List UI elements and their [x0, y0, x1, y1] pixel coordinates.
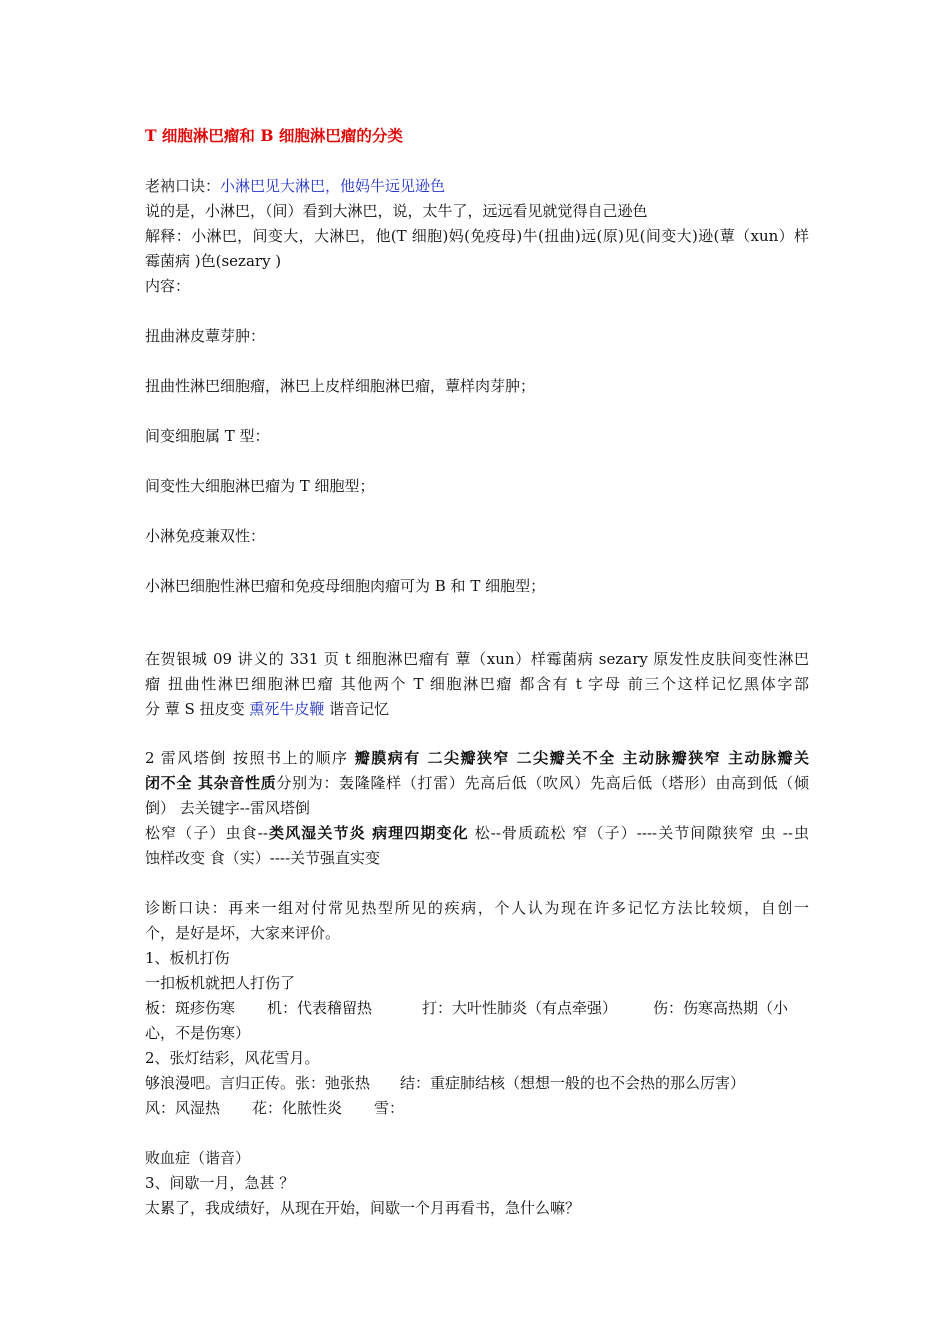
thunder-line-2 — [145, 773, 809, 793]
section-3-heading: 小淋免疫兼双性： — [145, 527, 266, 545]
page-title: T 细胞淋巴瘤和 B 细胞淋巴瘤的分类 — [145, 126, 403, 145]
explanation-line-2: 霉菌病 )色(sezary ) — [145, 252, 282, 270]
content-label: 内容： — [145, 277, 191, 295]
meaning-line: 说的是，小淋巴，（间）看到大淋巴，说，太牛了，远远看见就觉得自己逊色 — [145, 202, 648, 220]
item-3-subtitle: 太累了，我成绩好，从现在开始，间歇一个月再看书，急什么嘛？ — [145, 1199, 581, 1217]
item-2-details-1 — [145, 1073, 745, 1093]
item-2-title: 2、张灯结彩，风花雪月。 — [145, 1049, 320, 1067]
item-1-a: 板：斑疹伤寒 — [145, 999, 236, 1017]
item-1-title: 1、板机打伤 — [145, 949, 230, 967]
section-1-body: 扭曲性淋巴细胞瘤，淋巴上皮样细胞淋巴瘤，蕈样肉芽肿； — [145, 377, 536, 395]
he-note-prefix: 分 蕈 S 扭皮变 — [145, 700, 250, 718]
item-1-d: 伤：伤寒高热期（小 — [653, 999, 789, 1017]
section-1-heading: 扭曲淋皮蕈芽肿： — [145, 327, 266, 345]
diagnosis-line-2: 个，是好是坏，大家来评价。 — [145, 924, 341, 942]
diagnosis-line-1: 诊断口诀：再来一组对付常见热型所见的疾病，个人认为现在许多记忆方法比较烦，自创一 — [145, 899, 809, 917]
joint-bold: 类风湿关节炎 病理四期变化 — [267, 824, 469, 842]
item-1-details — [145, 998, 788, 1018]
item-1-e: 心，不是伤寒） — [145, 1024, 251, 1042]
item-2-f: 败血症（谐音） — [145, 1149, 251, 1167]
he-note-suffix: 谐音记忆 — [324, 700, 390, 718]
thunder-line-3: 倒） 去关键字--雷风塔倒 — [145, 799, 310, 817]
item-2-b: 结：重症肺结核（想想一般的也不会热的那么厉害） — [400, 1074, 746, 1092]
item-2-a: 够浪漫吧。言归正传。张：弛张热 — [145, 1074, 371, 1092]
joint-line-2: 蚀样改变 食（实）----关节强直实变 — [145, 849, 381, 867]
item-1-b: 机：代表稽留热 — [267, 999, 373, 1017]
section-2-body: 间变性大细胞淋巴瘤为 T 细胞型； — [145, 477, 375, 495]
item-2-c: 风：风湿热 — [145, 1099, 221, 1117]
thunder-line-1 — [145, 748, 809, 768]
mnemonic-text: 小淋巴见大淋巴，他妈牛远见逊色 — [220, 177, 446, 195]
item-2-details-2 — [145, 1098, 404, 1118]
thunder-bold-2: 闭不全 其杂音性质 — [145, 774, 277, 792]
he-note-line-1: 在贺银城 09 讲义的 331 页 t 细胞淋巴瘤有 蕈（xun）样霉菌病 sezary 原发性皮肤间变性淋巴 — [145, 650, 809, 668]
thunder-bold-1: 瓣膜病有 二尖瓣狭窄 二尖瓣关不全 主动脉瓣狭窄 主动脉瓣关 — [354, 749, 809, 767]
item-2-d: 花：化脓性炎 — [252, 1099, 343, 1117]
section-3-body: 小淋巴细胞性淋巴瘤和免疫母细胞肉瘤可为 B 和 T 细胞型； — [145, 577, 546, 595]
item-1-subtitle: 一扣板机就把人打伤了 — [145, 974, 296, 992]
he-note-line-3 — [145, 699, 389, 719]
mnemonic-label: 老衲口诀： — [145, 177, 221, 195]
item-2-e: 雪： — [374, 1099, 405, 1117]
joint-intro: 松窄（子）虫食-- — [145, 824, 268, 842]
item-1-c: 打：大叶性肺炎（有点牵强） — [422, 999, 618, 1017]
thunder-intro: 2 雷风塔倒 按照书上的顺序 — [145, 749, 355, 767]
joint-desc: 松--骨质疏松 窄（子）----关节间隙狭窄 虫 --虫 — [468, 824, 810, 842]
item-3-title: 3、间歇一月，急甚 ？ — [145, 1174, 295, 1192]
he-note-highlight: 熏死牛皮鞭 — [249, 700, 325, 718]
section-2-heading: 间变细胞属 T 型： — [145, 427, 270, 445]
thunder-desc: 分别为：轰隆隆样（打雷）先高后低（吹风）先高后低（塔形）由高到低（倾 — [276, 774, 809, 792]
he-note-line-2: 瘤 扭曲性淋巴细胞淋巴瘤 其他两个 T 细胞淋巴瘤 都含有 t 字母 前三个这样记忆黑体字部 — [145, 675, 809, 693]
mnemonic-line — [145, 176, 445, 196]
explanation-line-1: 解释：小淋巴，间变大，大淋巴，他(T 细胞)妈(免疫母)牛(扭曲)远(原)见(间变大)逊(蕈（xun）样 — [145, 227, 809, 245]
joint-line-1 — [145, 823, 809, 843]
